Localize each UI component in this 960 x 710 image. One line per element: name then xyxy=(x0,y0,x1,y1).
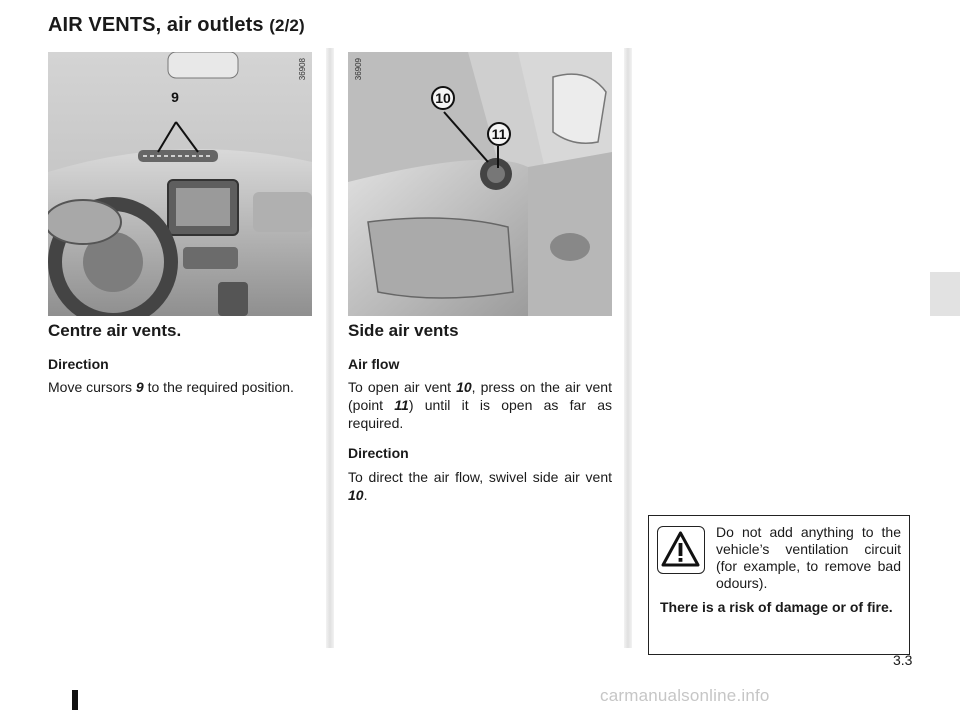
ref-10: 10 xyxy=(348,487,364,503)
figure-code: 36909 xyxy=(354,58,363,81)
column-divider-2 xyxy=(624,48,632,648)
watermark: carmanualsonline.info xyxy=(600,686,770,705)
ref-11: 11 xyxy=(394,397,409,413)
airflow-text: To open air vent 10, press on the air vent (point 11) until it is open as far as required. xyxy=(348,379,612,431)
callout-11: 11 xyxy=(487,122,511,146)
side-direction-text: To direct the air flow, swivel side air vent 10. xyxy=(348,469,612,503)
warning-triangle-icon xyxy=(657,526,705,574)
figure-code: 36908 xyxy=(298,58,307,81)
direction-text: Move cursors 9 to the required position. xyxy=(48,379,294,395)
airflow-heading: Air flow xyxy=(348,356,400,372)
ref-9: 9 xyxy=(135,379,144,395)
direction-heading: Direction xyxy=(48,356,109,372)
side-vent-illustration xyxy=(348,52,612,316)
callout-9: 9 xyxy=(171,89,179,105)
warning-text: Do not add anything to the vehicle’s ventilation circuit (for example, to remove bad odours). xyxy=(716,524,901,591)
warning-box xyxy=(648,515,910,655)
side-direction-heading: Direction xyxy=(348,445,409,461)
centre-vents-heading: Centre air vents. xyxy=(48,321,182,340)
page-title-main: AIR VENTS, air outlets xyxy=(48,14,264,36)
figure-centre-vents xyxy=(48,52,312,316)
page-number: 3.3 xyxy=(893,652,913,668)
column-divider-1 xyxy=(326,48,334,648)
side-vents-heading: Side air vents xyxy=(348,321,459,340)
ref-10: 10 xyxy=(456,379,472,395)
figure-side-vents xyxy=(348,52,612,316)
crop-mark xyxy=(72,690,78,710)
warning-bold-text: There is a risk of damage or of fire. xyxy=(660,599,893,615)
page-title-part: (2/2) xyxy=(269,16,305,35)
page-title xyxy=(48,14,305,37)
callout-10: 10 xyxy=(431,86,455,110)
chapter-tab-marker xyxy=(930,272,960,316)
